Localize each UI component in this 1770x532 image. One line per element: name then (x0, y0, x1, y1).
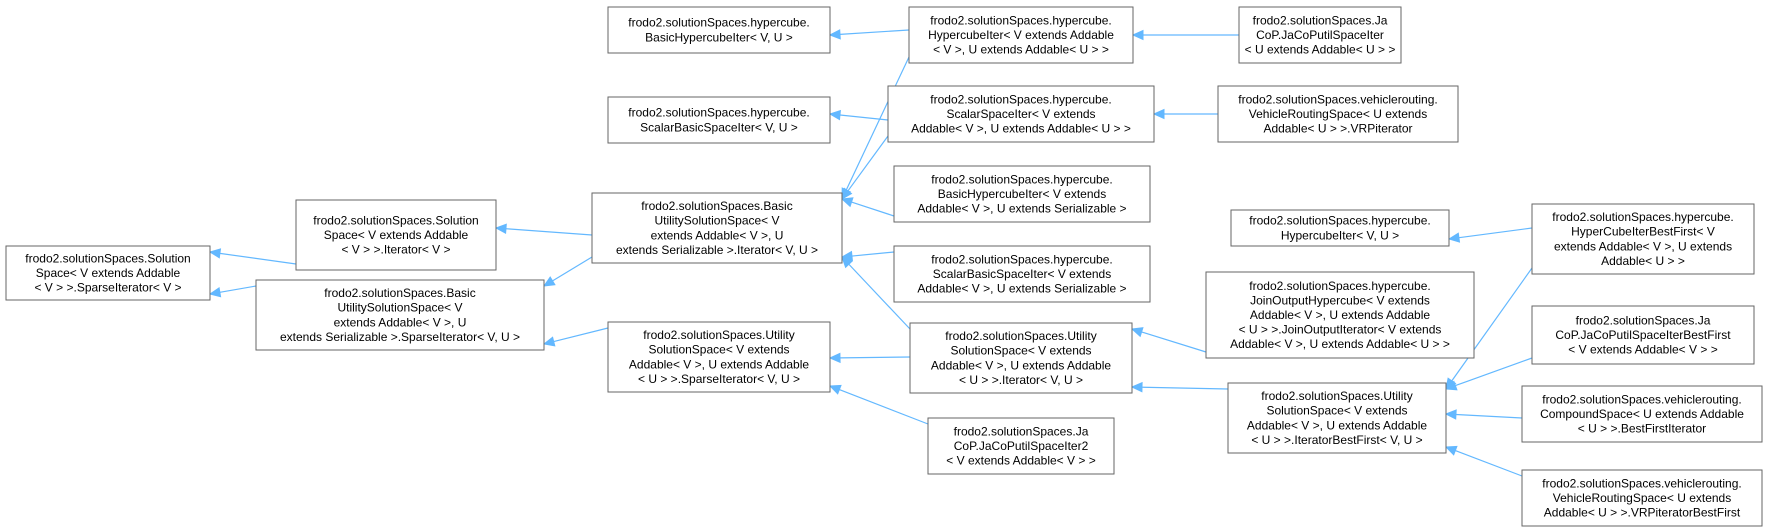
class-node-n1 (608, 7, 830, 53)
inheritance-arrowhead (210, 249, 221, 258)
inheritance-arrowhead (1446, 446, 1457, 454)
class-node-label-line: UtilitySolutionSpace< V (654, 213, 780, 228)
class-node-label-line: Addable< U > >.VRPiterator (1263, 121, 1413, 136)
class-node-label-line: < U > >.SparseIterator< V, U > (638, 371, 800, 386)
inheritance-edge (840, 357, 910, 358)
class-node-label-line: SolutionSpace< V extends (1266, 403, 1408, 418)
class-node-label-line: Addable< V >, U extends Addable (930, 358, 1112, 373)
class-node-label-line: frodo2.solutionSpaces.hypercube. (1552, 210, 1734, 225)
inheritance-edge (554, 328, 608, 342)
inheritance-arrowhead (830, 111, 840, 120)
class-node-n6 (1218, 86, 1458, 142)
inheritance-edge (1142, 332, 1206, 352)
class-node-label-line: extends Serializable >.SparseIterator< V, U > (279, 329, 521, 344)
class-node-n9 (894, 166, 1150, 222)
class-node-label-line: extends Serializable >.Iterator< V, U > (615, 242, 819, 257)
inheritance-edge (220, 286, 256, 292)
class-node-label-line: frodo2.solutionSpaces.hypercube. (628, 15, 810, 30)
class-node-n17 (608, 322, 830, 392)
inheritance-edge (852, 202, 894, 216)
class-node-label-line: JoinOutputHypercube< V extends (1250, 293, 1430, 308)
class-node-n18 (910, 323, 1132, 393)
class-node-label-line: frodo2.solutionSpaces.Solution (313, 213, 479, 228)
class-node-label-line: frodo2.solutionSpaces.Basic (641, 199, 793, 214)
inheritance-edge (1142, 387, 1228, 389)
class-node-n13 (894, 246, 1150, 302)
class-node-label-line: frodo2.solutionSpaces.Ja (1575, 313, 1711, 328)
inheritance-edge (1455, 358, 1532, 386)
class-node-label-line: frodo2.solutionSpaces.hypercube. (931, 172, 1113, 187)
class-node-label-line: HypercubeIter< V extends Addable (928, 28, 1114, 42)
class-node-label-line: < V >, U extends Addable< U > > (933, 42, 1109, 57)
class-node-n21 (928, 418, 1114, 474)
class-node-label-line: Addable< V >, U extends Serializable > (917, 201, 1127, 216)
inheritance-arrowhead (830, 385, 841, 393)
class-node-label-line: CompoundSpace< U extends Addable (1540, 407, 1744, 421)
inheritance-arrowhead (210, 288, 221, 297)
class-node-label-line: BasicHypercubeIter< V, U > (645, 30, 793, 45)
class-node-label-line: CoP.JaCoPutilSpaceIter (1256, 28, 1384, 42)
inheritance-edge (553, 257, 592, 281)
inheritance-arrowhead (1132, 383, 1142, 392)
inheritance-edge (506, 229, 592, 235)
inheritance-arrowhead (830, 353, 840, 362)
class-node-label-line: frodo2.solutionSpaces.vehiclerouting. (1238, 92, 1438, 107)
class-node-label-line: CoP.JaCoPutilSpaceIter2 (953, 439, 1089, 453)
class-node-label-line: < V > >.Iterator< V > (341, 242, 451, 257)
inheritance-edge (852, 252, 894, 256)
class-node-label-line: frodo2.solutionSpaces.Utility (945, 329, 1097, 344)
inheritance-edge (1459, 228, 1532, 238)
class-node-label-line: < U > >.BestFirstIterator (1577, 421, 1707, 436)
class-node-n12 (6, 246, 210, 300)
inheritance-edge (220, 253, 296, 264)
class-node-n10 (1231, 210, 1449, 246)
class-node-label-line: Addable< V >, U extends Addable (628, 357, 810, 372)
class-node-label-line: Addable< U > > (1601, 253, 1685, 268)
inheritance-arrowhead (1132, 328, 1143, 337)
class-node-label-line: VehicleRoutingSpace< U extends (1248, 107, 1428, 121)
class-node-label-line: < U > >.IteratorBestFirst< V, U > (1251, 432, 1423, 447)
class-node-label-line: ScalarBasicSpaceIter< V extends (932, 267, 1112, 281)
class-node-label-line: SolutionSpace< V extends (950, 343, 1092, 358)
inheritance-arrowhead (842, 198, 853, 207)
class-node-label-line: frodo2.solutionSpaces.hypercube. (930, 13, 1112, 28)
class-node-label-line: ScalarSpaceIter< V extends (946, 107, 1096, 121)
class-node-label-line: < U extends Addable< U > > (1244, 42, 1396, 57)
class-node-label-line: VehicleRoutingSpace< U extends (1552, 491, 1732, 505)
class-node-n15 (1206, 272, 1474, 358)
class-node-label-line: frodo2.solutionSpaces.hypercube. (628, 105, 810, 120)
class-node-label-line: BasicHypercubeIter< V extends (937, 187, 1107, 201)
class-node-label-line: frodo2.solutionSpaces.vehiclerouting. (1542, 476, 1742, 491)
class-node-label-line: frodo2.solutionSpaces.hypercube. (1249, 278, 1431, 293)
inheritance-edge (1455, 451, 1522, 476)
class-node-n20 (1522, 386, 1762, 442)
inheritance-arrowhead (544, 277, 555, 286)
class-node-label-line: frodo2.solutionSpaces.Ja (1252, 13, 1388, 28)
class-node-label-line: ScalarBasicSpaceIter< V, U > (640, 120, 798, 135)
class-node-n3 (1239, 7, 1401, 63)
class-node-label-line: frodo2.solutionSpaces.hypercube. (1249, 213, 1431, 228)
class-node-label-line: < V extends Addable< V > > (1568, 342, 1718, 357)
inheritance-arrowhead (1446, 410, 1456, 419)
class-node-n2 (909, 7, 1133, 63)
class-node-label-line: extends Addable< V >, U extends (1553, 239, 1733, 254)
class-node-label-line: frodo2.solutionSpaces.Utility (643, 328, 795, 343)
class-node-label-line: CoP.JaCoPutilSpaceIterBestFirst (1555, 328, 1731, 342)
class-node-label-line: Addable< V >, U extends Addable (1249, 308, 1431, 322)
class-node-label-line: extends Addable< V >, U (333, 315, 467, 330)
class-node-label-line: < V > >.SparseIterator< V > (34, 280, 182, 295)
class-node-n14 (256, 280, 544, 350)
class-node-n8 (592, 193, 842, 263)
class-node-label-line: < V extends Addable< V > > (946, 453, 1096, 468)
class-node-label-line: Addable< V >, U extends Addable (1246, 418, 1428, 433)
class-node-label-line: Space< V extends Addable (323, 228, 469, 242)
inheritance-arrowhead (544, 337, 555, 346)
class-node-label-line: HyperCubeIterBestFirst< V (1571, 224, 1715, 239)
class-node-label-line: Addable< V >, U extends Addable< U > > (1230, 337, 1450, 352)
class-node-label-line: Addable< U > >.VRPiteratorBestFirst (1543, 505, 1741, 520)
inheritance-arrowhead (496, 224, 506, 233)
class-node-label-line: extends Addable< V >, U (650, 228, 784, 243)
class-node-label-line: frodo2.solutionSpaces.Ja (953, 424, 1089, 439)
nodes-layer (6, 7, 1762, 526)
class-node-n7 (296, 200, 496, 270)
class-node-label-line: Addable< V >, U extends Addable< U > > (911, 121, 1131, 136)
class-node-label-line: frodo2.solutionSpaces.Basic (324, 286, 476, 301)
inheritance-arrowhead (1133, 31, 1143, 40)
class-node-n11 (1532, 204, 1754, 274)
class-node-label-line: < U > >.JoinOutputIterator< V extends (1238, 322, 1442, 337)
class-node-n4 (608, 97, 830, 143)
class-node-label-line: frodo2.solutionSpaces.Utility (1261, 389, 1413, 404)
class-node-n22 (1522, 470, 1762, 526)
inheritance-arrowhead (830, 30, 840, 39)
class-node-label-line: UtilitySolutionSpace< V (337, 300, 463, 315)
class-node-label-line: frodo2.solutionSpaces.vehiclerouting. (1542, 392, 1742, 407)
class-node-label-line: frodo2.solutionSpaces.hypercube. (930, 92, 1112, 107)
inheritance-edge (1456, 415, 1522, 418)
class-node-n19 (1228, 383, 1446, 453)
class-node-label-line: frodo2.solutionSpaces.hypercube. (931, 252, 1113, 267)
class-node-label-line: < U > >.Iterator< V, U > (959, 372, 1083, 387)
inheritance-edge (839, 390, 928, 424)
class-node-label-line: HypercubeIter< V, U > (1280, 228, 1400, 243)
class-node-label-line: Addable< V >, U extends Serializable > (917, 281, 1127, 296)
class-node-n5 (888, 86, 1154, 142)
class-node-label-line: frodo2.solutionSpaces.Solution (25, 251, 191, 266)
inheritance-edge (840, 30, 909, 34)
inheritance-arrowhead (1154, 110, 1164, 119)
class-node-n16 (1532, 306, 1754, 364)
class-node-label-line: Space< V extends Addable (35, 266, 181, 280)
class-node-label-line: SolutionSpace< V extends (648, 342, 790, 357)
inheritance-arrowhead (1449, 233, 1460, 242)
